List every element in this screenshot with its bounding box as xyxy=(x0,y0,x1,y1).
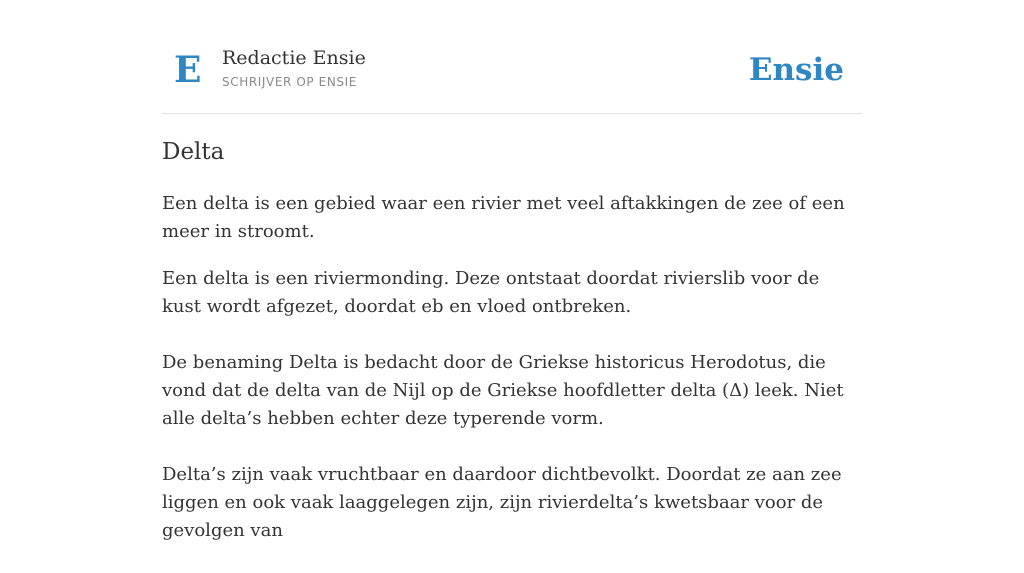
article-paragraph-1: Een delta is een riviermonding. Deze ontstaat doordat rivierslib voor de kust wordt afgezet, doordat eb en vloed ontbreken. xyxy=(162,268,820,317)
header xyxy=(162,40,862,114)
article-intro: Een delta is een gebied waar een rivier met veel aftakkingen de zee of een meer in stroomt. xyxy=(162,193,845,242)
site-logo[interactable]: Ensie xyxy=(748,52,844,88)
author-avatar-logo[interactable]: E xyxy=(174,49,202,91)
article-paragraph-2: De benaming Delta is bedacht door de Griekse historicus Herodotus, die vond dat de delta van de Nijl op de Griekse hoofdletter delta (Δ) leek. Niet alle delta’s hebben echter deze typerende vorm. xyxy=(162,352,844,429)
author-name[interactable]: Redactie Ensie xyxy=(222,47,366,69)
article-title: Delta xyxy=(162,139,225,165)
author-role: SCHRIJVER OP ENSIE xyxy=(222,75,357,89)
article-body xyxy=(162,190,862,573)
article-paragraph-3: Delta’s zijn vaak vruchtbaar en daardoor dichtbevolkt. Doordat ze aan zee liggen en ook vaak laaggelegen zijn, zijn rivierdelta’s kwetsbaar voor de gevolgen van xyxy=(162,464,842,541)
